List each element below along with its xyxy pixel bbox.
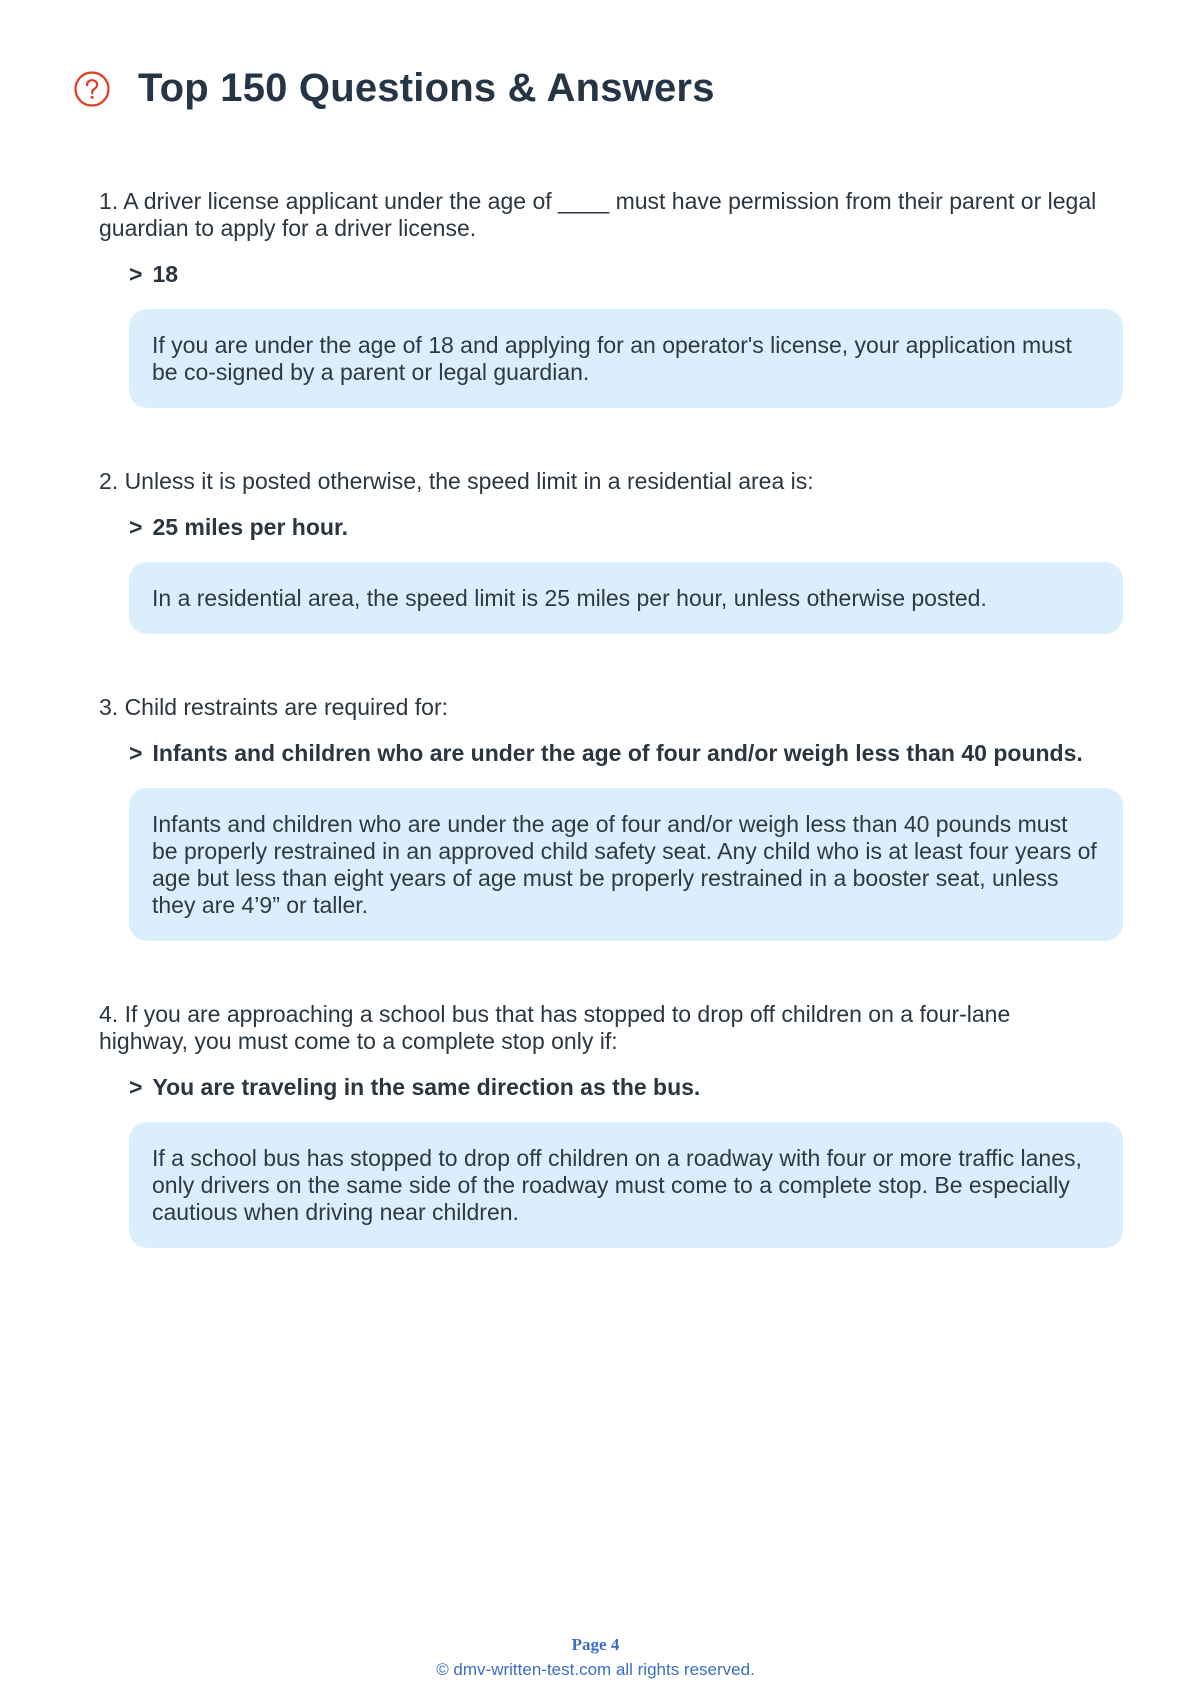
page-number: Page 4: [571, 1635, 620, 1654]
question-text: 1. A driver license applicant under the age of ____ must have permission from their parent or legal guardian to apply for a driver license.: [99, 188, 1097, 241]
answer: [129, 740, 1089, 767]
answer-text: 18: [152, 261, 179, 287]
answer: [129, 261, 1089, 288]
answer-text: You are traveling in the same direction as the bus.: [152, 1074, 701, 1100]
qa-item-2: [99, 468, 1121, 634]
explanation-box: Infants and children who are under the age of four and/or weigh less than 40 pounds must be properly restrained in an approved child safety seat. Any child who is at least four years of age but less than eight years of age must be properly restrained in a booster seat, unless they are 4’9” or taller.: [129, 788, 1123, 941]
answer: [129, 1074, 1089, 1101]
answer-marker: >: [129, 1074, 143, 1100]
qa-item-3: [99, 694, 1121, 941]
answer-marker: >: [129, 514, 143, 540]
answer: [129, 514, 1089, 541]
copyright-link[interactable]: © dmv-written-test.com all rights reserved.: [436, 1660, 755, 1679]
page-footer: [0, 1634, 1191, 1681]
answer-marker: >: [129, 740, 143, 766]
qa-item-1: [99, 188, 1121, 408]
page-title: Top 150 Questions & Answers: [138, 66, 715, 110]
explanation-box: In a residential area, the speed limit is 25 miles per hour, unless otherwise posted.: [129, 562, 1123, 634]
qa-item-4: [99, 1001, 1121, 1248]
question-text: 2. Unless it is posted otherwise, the speed limit in a residential area is:: [99, 468, 814, 494]
explanation-box: If a school bus has stopped to drop off children on a roadway with four or more traffic lanes, only drivers on the same side of the roadway must come to a complete stop. Be especially cautious when driving near children.: [129, 1122, 1123, 1248]
explanation-box: If you are under the age of 18 and applying for an operator's license, your application must be co-signed by a parent or legal guardian.: [129, 309, 1123, 408]
answer-text: Infants and children who are under the age of four and/or weigh less than 40 pounds.: [152, 740, 1083, 766]
qa-list: [99, 188, 1121, 1308]
page-header: [73, 66, 715, 111]
answer-marker: >: [129, 261, 143, 287]
question-text: 4. If you are approaching a school bus that has stopped to drop off children on a four-lane highway, you must come to a complete stop only if:: [99, 1001, 1011, 1054]
answer-text: 25 miles per hour.: [152, 514, 349, 540]
question-text: 3. Child restraints are required for:: [99, 694, 448, 720]
question-circle-icon: [73, 70, 111, 108]
